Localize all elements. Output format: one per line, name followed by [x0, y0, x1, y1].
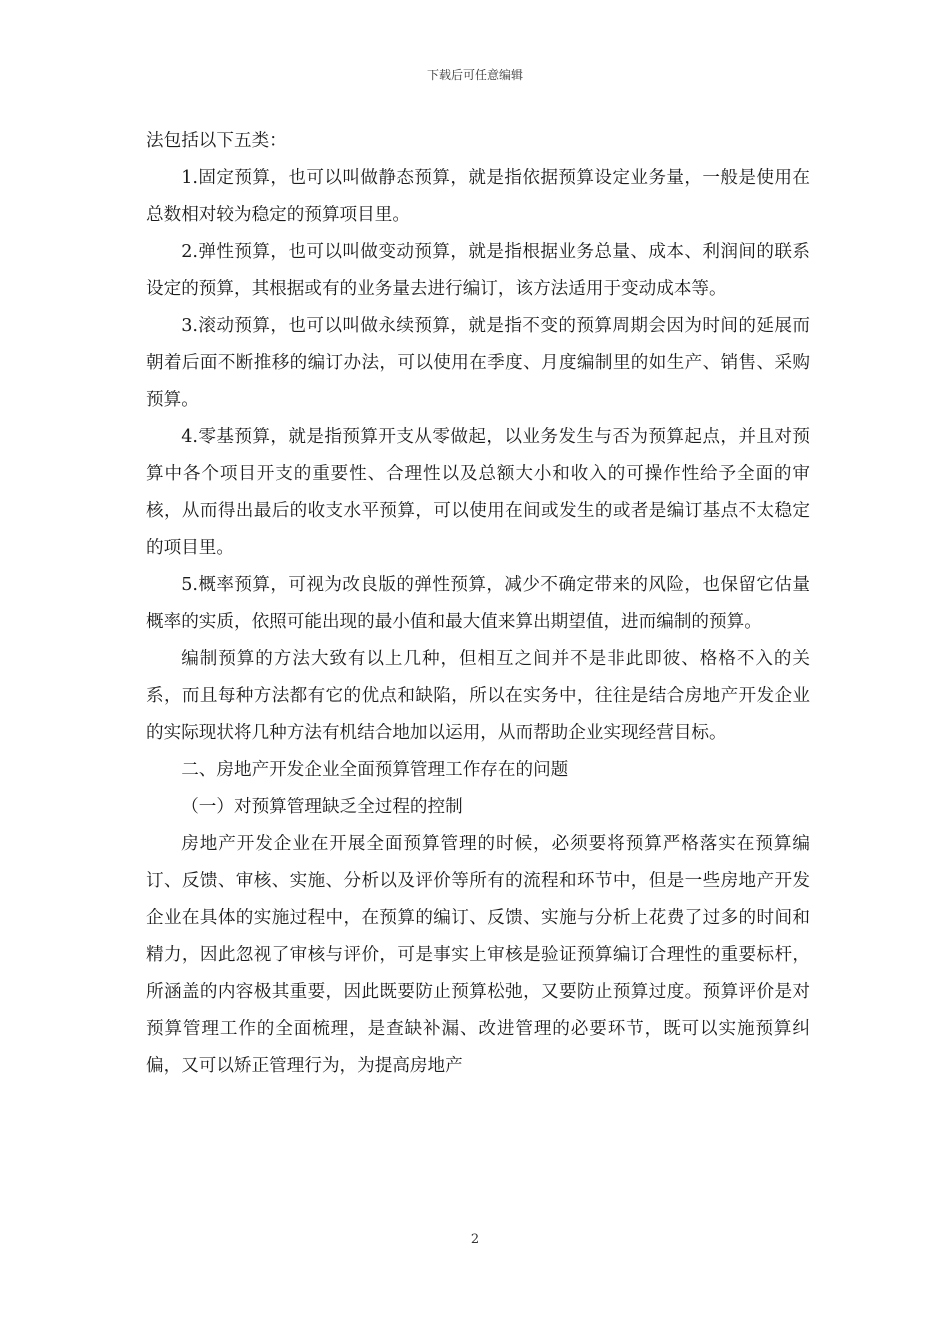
paragraph-process-control: 房地产开发企业在开展全面预算管理的时候，必须要将预算严格落实在预算编订、反馈、审核、实施、分析以及评价等所有的流程和环节中，但是一些房地产开发企业在具体的实施过程中，在预算的编订、反馈、实施与分析上花费了过多的时间和精力，因此忽视了审核与评价，可是事实上审核是验证预算编订合理性的重要标杆，所涵盖的内容极其重要，因此既要防止预算松弛，又要防止预算过度。预算评价是对预算管理工作的全面梳理，是查缺补漏、改进管理的必要环节，既可以实施预算纠偏，又可以矫正管理行为，为提高房地产	[146, 834, 810, 1076]
subsection-heading: （一）对预算管理缺乏全过程的控制	[181, 797, 463, 817]
page-number: 2	[470, 1232, 480, 1247]
page-header: 下载后可任意编辑	[426, 68, 523, 82]
paragraph-zero-based-budget: 4.零基预算，就是指预算开支从零做起，以业务发生与否为预算起点，并且对预算中各个项目开支的重要性、合理性以及总额大小和收入的可操作性给予全面的审核，从而得出最后的收支水平预算，可以使用在间或发生的或者是编订基点不太稳定的项目里。	[146, 427, 810, 558]
paragraph-methods-summary: 编制预算的方法大致有以上几种，但相互之间并不是非此即彼、格格不入的关系，而且每种方法都有它的优点和缺陷，所以在实务中，往往是结合房地产开发企业的实际现状将几种方法有机结合地加以运用，从而帮助企业实现经营目标。	[146, 649, 810, 743]
paragraph-rolling-budget: 3.滚动预算，也可以叫做永续预算，就是指不变的预算周期会因为时间的延展而朝着后面不断推移的编订办法，可以使用在季度、月度编制里的如生产、销售、采购预算。	[146, 316, 810, 410]
paragraph-intro: 法包括以下五类：	[146, 131, 287, 151]
document-body	[146, 123, 810, 1085]
section-heading: 二、房地产开发企业全面预算管理工作存在的问题	[181, 760, 569, 780]
paragraph-fixed-budget: 1.固定预算，也可以叫做静态预算，就是指依据预算设定业务量，一般是使用在总数相对较为稳定的预算项目里。	[146, 168, 810, 225]
paragraph-probability-budget: 5.概率预算，可视为改良版的弹性预算，减少不确定带来的风险，也保留它估量概率的实质，依照可能出现的最小值和最大值来算出期望值，进而编制的预算。	[146, 575, 810, 632]
paragraph-flexible-budget: 2.弹性预算，也可以叫做变动预算，就是指根据业务总量、成本、利润间的联系设定的预算，其根据或有的业务量去进行编订，该方法适用于变动成本等。	[146, 242, 810, 299]
